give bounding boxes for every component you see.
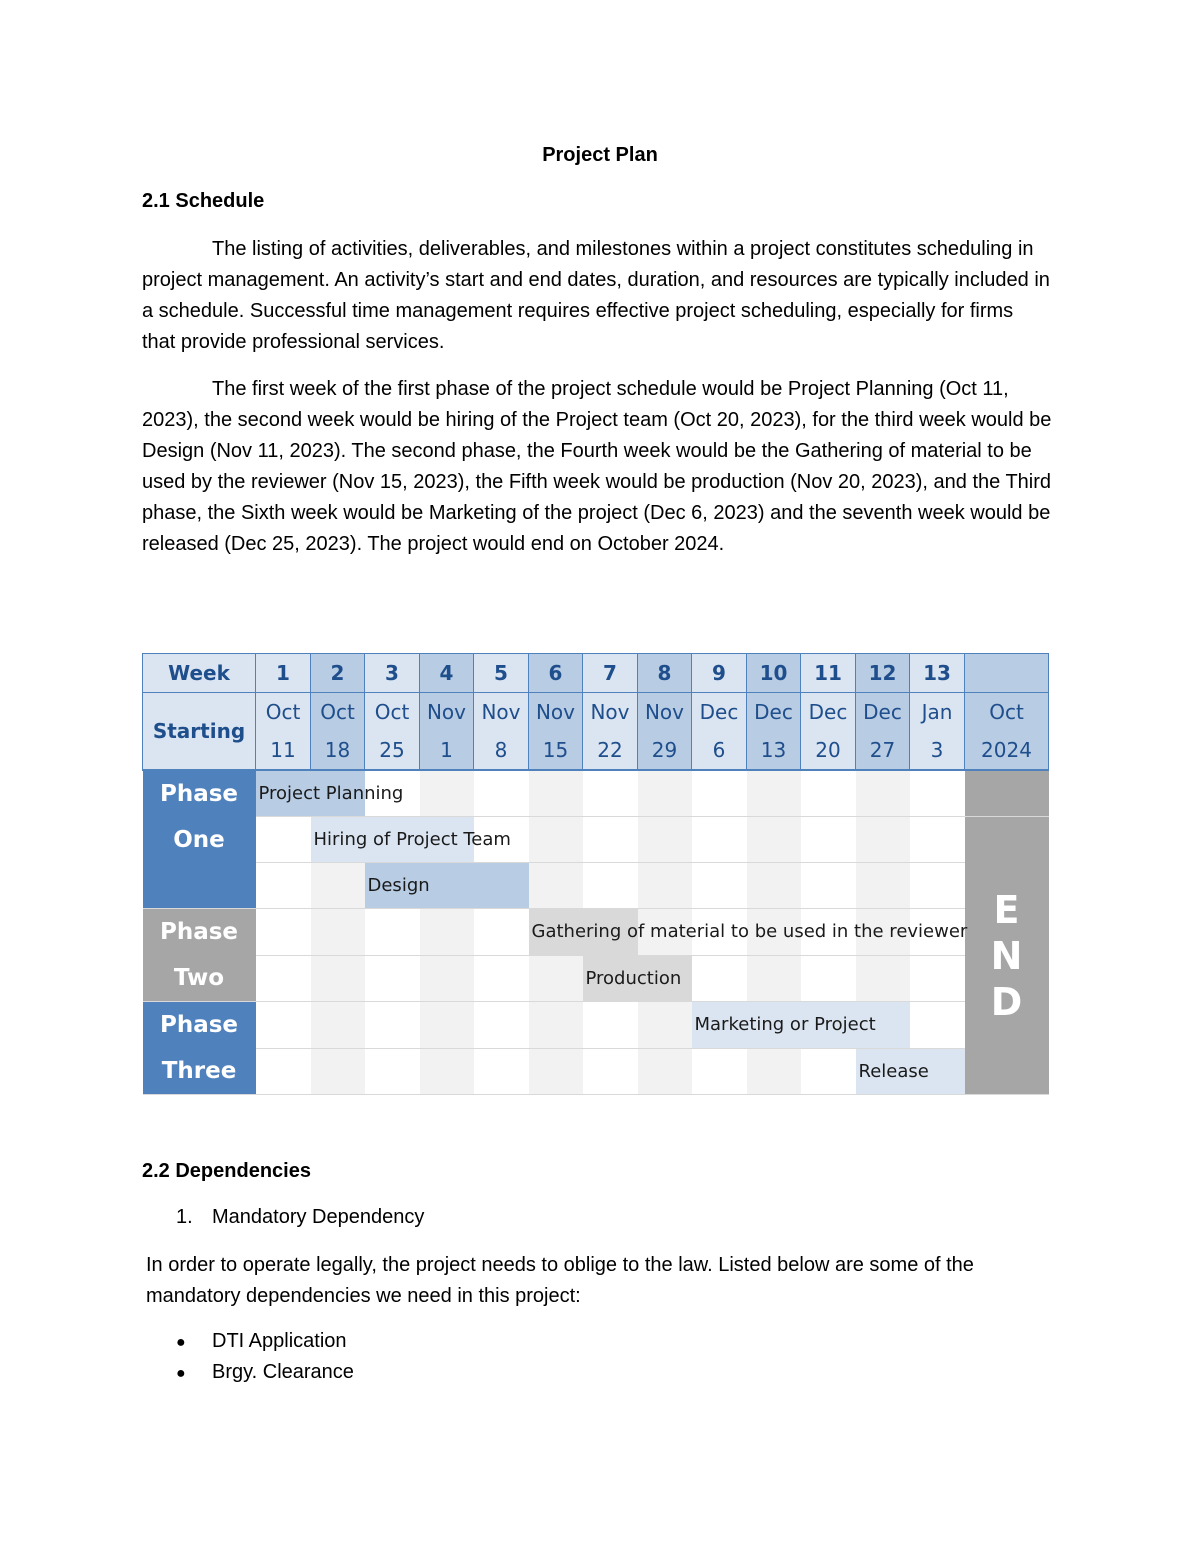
gantt-task-row — [143, 909, 1049, 956]
gantt-task-bar — [529, 909, 968, 956]
week-start-date — [856, 693, 910, 771]
week-start-month: Nov — [426, 700, 467, 724]
task-label: Design — [367, 875, 430, 896]
phase-label-line2: Three — [161, 1058, 237, 1084]
week-start-month: Oct — [374, 700, 410, 724]
gantt-cell — [910, 1002, 965, 1049]
gantt-cell — [311, 1048, 365, 1095]
gantt-cell — [801, 770, 856, 817]
gantt-cell — [747, 1048, 801, 1095]
gantt-cell — [638, 817, 692, 863]
gantt-cell — [529, 863, 583, 909]
task-label: Production — [585, 967, 682, 989]
gantt-cell — [856, 770, 910, 817]
week-start-day: 15 — [542, 738, 569, 762]
week-start-day: 25 — [379, 738, 405, 762]
gantt-cell — [692, 817, 747, 863]
bullet-text: DTI Application — [212, 1330, 347, 1352]
schedule-paragraph-2-text: The first week of the first phase of the project schedule would be Project Planning (Oct 11, 2023), the second week would be hiring of the Project team (Oct 20, 2023), for the third week would be Design (Nov 11, 2023). The second phase, the Fourth week would be the Gathering of material to be used by the reviewer (Nov 15, 2023), the Fifth week would be production (Nov 20, 2023), and the Third phase, the Sixth week would be Marketing of the project (Dec 6, 2023) and the seventh week would be released (Dec 25, 2023). The project would end on October 2024. — [142, 378, 1052, 555]
week-start-month: Nov — [535, 700, 576, 724]
numbered-item — [176, 1206, 424, 1229]
item-label: Mandatory Dependency — [212, 1206, 425, 1228]
gantt-cell — [256, 1048, 311, 1095]
gantt-task-bar — [311, 817, 511, 863]
gantt-cell — [583, 1002, 638, 1049]
end-letter: E — [993, 887, 1020, 932]
gantt-cell — [910, 863, 965, 909]
week-start-month: Nov — [481, 700, 521, 724]
week-start-date — [801, 693, 856, 771]
phase-label — [143, 909, 256, 1002]
gantt-cell — [529, 1002, 583, 1049]
gantt-cell — [747, 770, 801, 817]
gantt-chart — [142, 653, 1048, 1090]
task-label: Release — [858, 1060, 929, 1082]
week-label: Week — [143, 654, 256, 693]
gantt-cell — [474, 1048, 529, 1095]
week-start-date — [638, 693, 692, 771]
bullet-icon: ● — [176, 1334, 186, 1351]
gantt-cell — [910, 817, 965, 863]
final-date — [965, 693, 1049, 771]
week-number: 2 — [311, 654, 365, 693]
week-start-month: Dec — [754, 700, 793, 724]
gantt-task-bar — [365, 863, 430, 909]
final-year: 2024 — [981, 738, 1032, 762]
schedule-paragraph-2 — [142, 374, 1052, 560]
task-label: Gathering of material to be used in the reviewer — [531, 921, 968, 942]
gantt-cell — [583, 1048, 638, 1095]
gantt-cell — [910, 955, 965, 1002]
week-start-date — [474, 693, 529, 771]
bullet-item — [176, 1361, 354, 1384]
gantt-cell — [910, 770, 965, 817]
week-start-day: 11 — [270, 738, 296, 762]
week-number: 9 — [692, 654, 747, 693]
gantt-cell — [583, 770, 638, 817]
phase-label-line1: Phase — [159, 919, 239, 945]
week-start-date — [910, 693, 965, 771]
gantt-cell — [692, 770, 747, 817]
week-start-date — [529, 693, 583, 771]
end-letter: D — [990, 979, 1023, 1024]
gantt-task-bar — [583, 955, 682, 1002]
gantt-task-bar — [856, 1048, 929, 1095]
gantt-cell — [856, 863, 910, 909]
gantt-cell — [747, 817, 801, 863]
gantt-task-bar — [256, 770, 404, 817]
gantt-cell — [474, 909, 529, 956]
gantt-task-row — [143, 770, 1049, 817]
week-start-month: Dec — [863, 700, 902, 724]
gantt-cell — [311, 863, 365, 909]
gantt-cell — [692, 863, 747, 909]
gantt-cell — [256, 817, 311, 863]
gantt-cell — [420, 955, 474, 1002]
week-number: 8 — [638, 654, 692, 693]
gantt-cell — [365, 909, 420, 956]
week-start-day: 18 — [324, 738, 351, 762]
document-title: Project Plan — [542, 144, 658, 166]
week-start-day: 8 — [494, 738, 508, 762]
week-start-day: 6 — [712, 738, 726, 762]
week-start-day: 1 — [440, 738, 453, 762]
final-week-header — [965, 654, 1049, 693]
task-label: Hiring of Project Team — [313, 829, 511, 850]
week-start-month: Nov — [590, 700, 630, 724]
schedule-paragraph-1-text: The listing of activities, deliverables, and milestones within a project constitutes scheduling in project management. An activity’s start and end dates, duration, and resources are typically included in a schedule. Successful time management requires effective project scheduling, especially for firms that provide professional services. — [142, 238, 1050, 353]
phase-label-line2: Two — [173, 965, 225, 991]
gantt-cell — [638, 1048, 692, 1095]
gantt-cell — [692, 955, 747, 1002]
week-start-date — [692, 693, 747, 771]
gantt-cell — [420, 770, 474, 817]
gantt-cell — [856, 955, 910, 1002]
gantt-task-row — [143, 955, 1049, 1002]
starting-label: Starting — [143, 693, 256, 771]
week-start-month: Jan — [921, 700, 953, 724]
bullet-item — [176, 1330, 347, 1353]
gantt-cell — [256, 1002, 311, 1049]
gantt-week-row — [143, 654, 1049, 693]
week-start-day: 3 — [930, 738, 944, 762]
gantt-cell — [311, 1002, 365, 1049]
end-column-top — [965, 770, 1049, 817]
week-start-date — [365, 693, 420, 771]
gantt-cell — [529, 1048, 583, 1095]
item-number: 1. — [176, 1206, 193, 1228]
phase-label — [143, 770, 256, 909]
task-label: Marketing or Project — [694, 1014, 876, 1035]
gantt-table — [142, 653, 1049, 1095]
phase-label-line2: One — [173, 827, 225, 853]
gantt-cell — [365, 955, 420, 1002]
gantt-cell — [638, 770, 692, 817]
gantt-cell — [529, 955, 583, 1002]
week-number: 7 — [583, 654, 638, 693]
gantt-cell — [474, 1002, 529, 1049]
gantt-cell — [365, 1002, 420, 1049]
week-number: 10 — [747, 654, 801, 693]
phase-label-line1: Phase — [159, 1012, 239, 1038]
gantt-cell — [256, 863, 311, 909]
gantt-starting-row — [143, 693, 1049, 771]
gantt-cell — [747, 955, 801, 1002]
week-start-day: 22 — [597, 738, 623, 762]
gantt-cell — [856, 817, 910, 863]
gantt-cell — [311, 955, 365, 1002]
week-start-month: Oct — [265, 700, 301, 724]
gantt-cell — [474, 770, 529, 817]
gantt-task-row — [143, 1002, 1049, 1049]
week-start-month: Dec — [808, 700, 848, 724]
schedule-paragraph-1 — [142, 234, 1052, 358]
gantt-task-row — [143, 1048, 1049, 1095]
week-start-date — [420, 693, 474, 771]
gantt-task-row — [143, 863, 1049, 909]
week-number: 13 — [910, 654, 965, 693]
gantt-cell — [529, 817, 583, 863]
gantt-cell — [311, 909, 365, 956]
week-start-day: 20 — [815, 738, 841, 762]
week-number: 1 — [256, 654, 311, 693]
gantt-cell — [583, 817, 638, 863]
week-number: 3 — [365, 654, 420, 693]
week-number: 6 — [529, 654, 583, 693]
phase-label — [143, 1002, 256, 1095]
schedule-heading: 2.1 Schedule — [142, 190, 265, 212]
week-start-month: Oct — [320, 700, 355, 724]
week-number: 5 — [474, 654, 529, 693]
gantt-cell — [747, 863, 801, 909]
week-start-date — [747, 693, 801, 771]
gantt-task-bar — [474, 863, 529, 909]
gantt-cell — [474, 955, 529, 1002]
end-marker — [965, 817, 1049, 1095]
task-label: Project Planning — [258, 783, 404, 804]
week-start-date — [256, 693, 311, 771]
phase-label-line1: Phase — [159, 781, 239, 807]
gantt-cell — [801, 1048, 856, 1095]
week-start-month: Dec — [699, 700, 739, 724]
gantt-cell — [256, 955, 311, 1002]
dependencies-paragraph: In order to operate legally, the project needs to oblige to the law. Listed below are some of the mandatory dependencies we need in this project: — [146, 1254, 974, 1307]
week-start-day: 27 — [869, 738, 896, 762]
gantt-task-bar — [692, 1002, 876, 1049]
week-start-day: 13 — [760, 738, 787, 762]
gantt-cell — [529, 770, 583, 817]
gantt-cell — [256, 909, 311, 956]
bullet-text: Brgy. Clearance — [212, 1361, 354, 1383]
gantt-cell — [801, 817, 856, 863]
gantt-cell — [638, 1002, 692, 1049]
gantt-cell — [638, 863, 692, 909]
gantt-cell — [583, 863, 638, 909]
week-start-date — [583, 693, 638, 771]
week-number: 12 — [856, 654, 910, 693]
week-number: 4 — [420, 654, 474, 693]
bullet-icon: ● — [176, 1365, 186, 1382]
end-letter: N — [990, 933, 1023, 978]
week-number: 11 — [801, 654, 856, 693]
gantt-cell — [801, 955, 856, 1002]
week-start-month: Nov — [644, 700, 685, 724]
gantt-cell — [420, 1048, 474, 1095]
week-start-day: 29 — [651, 738, 678, 762]
week-start-date — [311, 693, 365, 771]
dependencies-heading: 2.2 Dependencies — [142, 1160, 311, 1182]
gantt-cell — [420, 1002, 474, 1049]
gantt-cell — [420, 909, 474, 956]
gantt-cell — [692, 1048, 747, 1095]
final-month: Oct — [989, 700, 1024, 724]
gantt-cell — [801, 863, 856, 909]
gantt-task-row — [143, 817, 1049, 863]
gantt-cell — [365, 1048, 420, 1095]
